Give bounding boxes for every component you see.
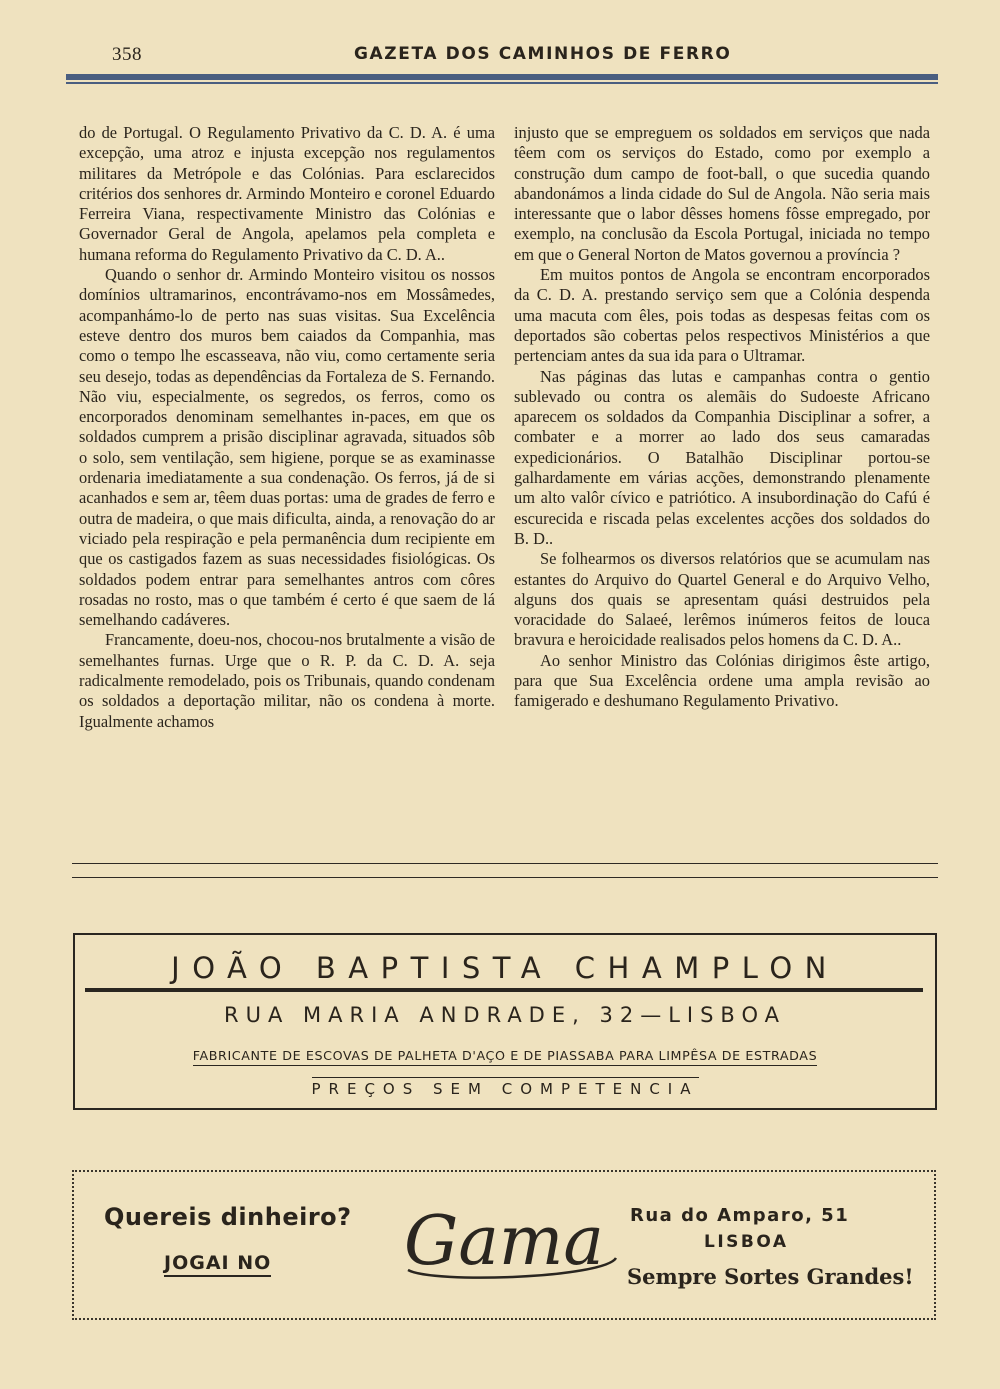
ad-description bbox=[75, 1048, 935, 1063]
ad-play-text: JOGAI NO bbox=[164, 1252, 271, 1277]
gama-advertisement bbox=[72, 1170, 936, 1320]
article-paragraph: do de Portugal. O Regulamento Privativo da C. D. A. é uma excepção, uma atroz e injusta excepção nos regulamentos militares da Metrópole e das Colónias. Para esclarecidos critérios dos senhores dr. Armindo Monteiro e coronel Eduardo Ferreira Viana, respectivamente Ministro das Colónias e Governador Geral de Angola, apelamos pela completa e humana reforma do Regulamento Privativo da C. D. A.. bbox=[79, 123, 495, 264]
article-paragraph: Francamente, doeu-nos, chocou-nos brutalmente a visão de semelhantes furnas. Urge que o R. P. da C. D. A. seja radicalmente remodelado, pois os Tribunais, quando condenam os soldados a deportação militar, não os condena à morte. Igualmente achamos bbox=[79, 630, 495, 731]
page-number: 358 bbox=[112, 44, 142, 65]
section-divider bbox=[72, 863, 938, 864]
header-rule bbox=[66, 74, 938, 80]
ad-prices-text: PREÇOS SEM COMPETENCIA bbox=[312, 1077, 699, 1098]
article-left-column bbox=[79, 123, 495, 732]
ad-rule bbox=[85, 988, 923, 992]
header-rule-thin bbox=[66, 82, 938, 84]
section-divider bbox=[72, 877, 938, 878]
ad-question: Quereis dinheiro? bbox=[104, 1203, 352, 1231]
ad-company-name: JOÃO BAPTISTA CHAMPLON bbox=[171, 951, 839, 985]
article-paragraph: Ao senhor Ministro das Colónias dirigimos êste artigo, para que Sua Excelência ordene uma ampla revisão ao famigerado e deshumano Regulamento Privativo. bbox=[514, 650, 930, 711]
article-paragraph: Quando o senhor dr. Armindo Monteiro visitou os nossos domínios ultramarinos, encontrávamo-nos em Mossâmedes, acompanhámo-lo de perto nas suas visitas. Sua Excelência esteve dentro dos muros bem caiados da Companhia, mas como o tempo lhe escasseava, não viu, como certamente seria seu desejo, todas as dependências da Fortaleza de S. Fernando. Não viu, especialmente, os segredos, os ferros, como os encorporados denominam semelhantes in-paces, em que os soldados cumprem a prisão disciplinar agravada, situados sôb o solo, sem ventilação, sem higiene, porque se as examinasse ordenaria imediatamente a sua condenação. Os ferros, já de si acanhados e sem ar, têem duas portas: uma de grades de ferro e outra de madeira, o que mais dificulta, ainda, a renovação do ar viciado pela respiração e pela permanência dum recipiente em que os castigados fazem as suas necessidades fisiológicas. Os soldados podem entrar para semelhantes antros com côres rosadas no rosto, mas o que também é certo é que saem de lá semelhando cadáveres. bbox=[79, 265, 495, 630]
running-title: GAZETA DOS CAMINHOS DE FERRO bbox=[354, 44, 732, 64]
gama-logo-text: Gama bbox=[404, 1202, 604, 1281]
champlon-advertisement bbox=[73, 933, 937, 1110]
article-paragraph: Nas páginas das lutas e campanhas contra o gentio sublevado ou contra os alemãis do Sudoeste Africano aparecem os soldados da Companhia Disciplinar a sofrer, a combater e a morrer ao lado dos seus camaradas expedicionários. O Batalhão Disciplinar portou-se galhardamente em várias acções, demonstrando plenamente um alto valôr cívico e patriótico. A insubordinação do Cafú é escurecida e riscada pelas excelentes acções dos soldados do B. D.. bbox=[514, 366, 930, 548]
gama-logo bbox=[394, 1198, 624, 1288]
ad-city: LISBOA bbox=[704, 1232, 789, 1252]
article-paragraph: Se folhearmos os diversos relatórios que se acumulam nas estantes do Arquivo do Quartel General e do Arquivo Velho, alguns dos quais se apresentam quási destruidos pela voracidade do Salaeé, lerêmos inúmeros feitos de louca bravura e heroicidade realisados pelos homens da C. D. A.. bbox=[514, 549, 930, 650]
article-right-column bbox=[514, 123, 930, 712]
ad-prices bbox=[75, 1080, 935, 1098]
article-paragraph: injusto que se empreguem os soldados em serviços que nada têem com os serviços do Estado, como por exemplo a construção dum campo de foot-ball, o que sucedia quando abandonámos a linda cidade do Sul de Angola. Não seria mais interessante que o labor dêsses homens fôsse empregado, por exemplo, na conclusão da Escola Portugal, iniciada no tempo em que o General Norton de Matos governou a província ? bbox=[514, 123, 930, 264]
ad-slogan: Sempre Sortes Grandes! bbox=[627, 1264, 914, 1289]
ad-address: Rua do Amparo, 51 bbox=[630, 1205, 850, 1226]
ad-description-text: FABRICANTE DE ESCOVAS DE PALHETA D'AÇO E DE PIASSABA PARA LIMPÊSA DE ESTRADAS bbox=[193, 1048, 818, 1066]
article-paragraph: Em muitos pontos de Angola se encontram encorporados da C. D. A. prestando serviço sem que a Colónia despenda uma macuta com êles, pois todas as despesas feitas com os deportados são cobertas pelos respectivos Ministérios a que pertenciam antes da sua ida para o Ultramar. bbox=[514, 265, 930, 366]
ad-address: RUA MARIA ANDRADE, 32—LISBOA bbox=[224, 1003, 786, 1027]
